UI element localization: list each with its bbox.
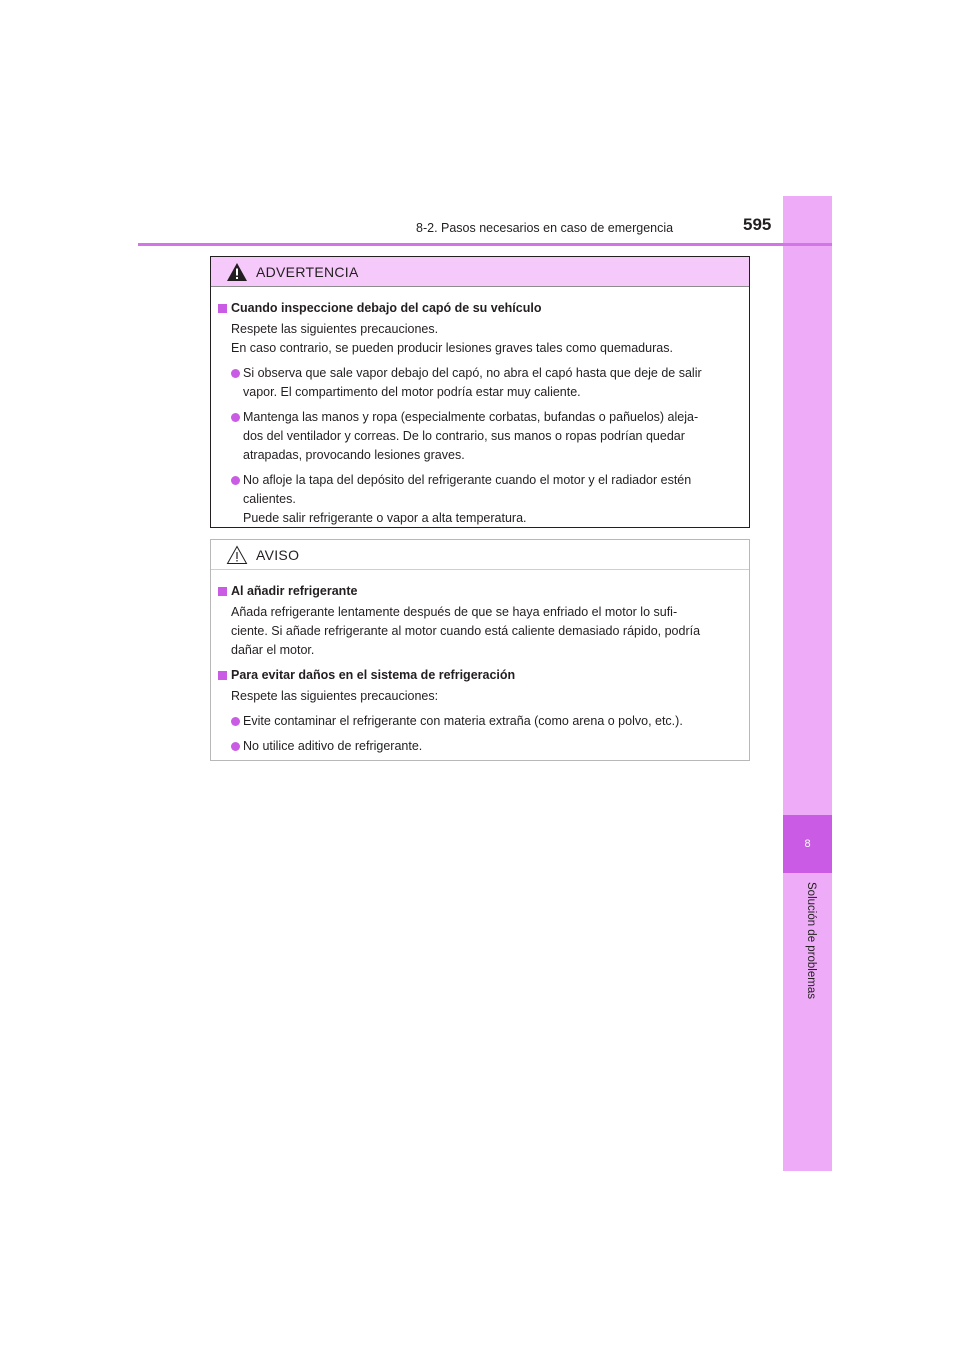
square-bullet-icon [218, 304, 227, 313]
section-title: 8-2. Pasos necesarios en caso de emergencia [416, 221, 674, 235]
notice-title: AVISO [256, 546, 300, 563]
warning-triangle-filled-icon [226, 262, 248, 282]
chapter-number: 8 [783, 815, 832, 873]
notice-intro: Respete las siguientes precauciones: [231, 689, 439, 703]
warning-bullet: Si observa que sale vapor debajo del capó, no abra el capó hasta que deje de salir vapor. El compartimento del motor podría estar muy caliente. [218, 364, 742, 402]
round-bullet-icon [231, 413, 240, 422]
warning-bullet: Mantenga las manos y ropa (especialmente corbatas, bufandas o pañuelos) aleja- dos del ventilador y correas. De lo contrario, sus manos o ropas podrían quedar atrapadas, provocando lesiones graves. [218, 408, 742, 465]
round-bullet-icon [231, 717, 240, 726]
round-bullet-icon [231, 476, 240, 485]
notice-bullet: No utilice aditivo de refrigerante. [218, 737, 742, 756]
warning-title: ADVERTENCIA [256, 263, 359, 280]
header-rule [138, 243, 832, 246]
round-bullet-icon [231, 742, 240, 751]
warning-box [210, 256, 750, 528]
round-bullet-icon [231, 369, 240, 378]
notice-header [211, 540, 749, 570]
warning-triangle-outline-icon [226, 545, 248, 565]
notice-section-title: Al añadir refrigerante [218, 582, 742, 601]
square-bullet-icon [218, 671, 227, 680]
notice-paragraph: Añada refrigerante lentamente después de que se haya enfriado el motor lo sufi- ciente. Si añade refrigerante al motor cuando está caliente demasiado rápido, podría dañar el motor. [231, 605, 701, 657]
chapter-title: Solución de problemas [805, 882, 817, 999]
warning-intro: Respete las siguientes precauciones. En caso contrario, se pueden producir lesiones graves tales como quemaduras. [231, 322, 673, 355]
warning-bullet: No afloje la tapa del depósito del refrigerante cuando el motor y el radiador estén calientes. Puede salir refrigerante o vapor a alta temperatura. [218, 471, 742, 528]
page-number: 595 [743, 215, 772, 234]
chapter-side-tab [783, 196, 832, 1171]
notice-bullet: Evite contaminar el refrigerante con materia extraña (como arena o polvo, etc.). [218, 712, 742, 731]
notice-section-title: Para evitar daños en el sistema de refrigeración [218, 666, 742, 685]
square-bullet-icon [218, 587, 227, 596]
warning-section-title: Cuando inspeccione debajo del capó de su vehículo [218, 299, 742, 318]
warning-header [211, 257, 749, 287]
notice-box [210, 539, 750, 761]
